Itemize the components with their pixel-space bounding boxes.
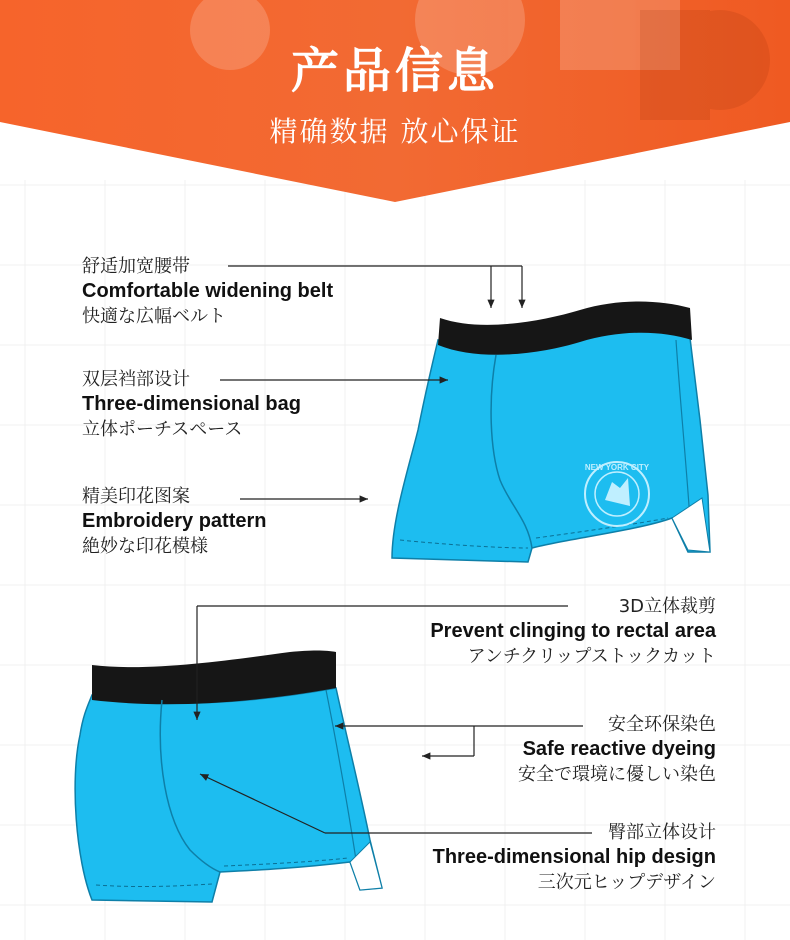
page-title: 产品信息	[290, 43, 499, 99]
dye-jp: 安全で環境に優しい染色	[518, 764, 716, 785]
annotation-belt	[82, 254, 333, 329]
annotation-dye	[518, 712, 716, 787]
annotation-print	[82, 484, 266, 559]
hip-cn: 臀部立体设计	[608, 822, 716, 843]
front-shorts-fabric	[392, 328, 710, 562]
dye-en: Safe reactive dyeing	[522, 738, 716, 760]
print-cn: 精美印花图案	[82, 486, 190, 507]
bag-cn: 双层裆部设计	[82, 369, 190, 390]
back-shorts-fabric	[75, 688, 382, 902]
belt-cn: 舒适加宽腰带	[82, 256, 190, 277]
bag-en: Three-dimensional bag	[82, 393, 301, 415]
print-jp: 絶妙な印花模様	[82, 536, 208, 557]
annotation-cut	[430, 594, 716, 669]
dye-cn: 安全环保染色	[608, 714, 716, 735]
cut-jp: アンチクリップストックカット	[467, 646, 716, 667]
belt-jp: 快適な広幅ベルト	[82, 306, 226, 327]
back-shorts	[75, 651, 382, 903]
logo-text: NEW YORK CITY	[584, 463, 650, 472]
page-subtitle: 精确数据 放心保证	[269, 115, 521, 148]
front-shorts	[392, 302, 710, 563]
print-en: Embroidery pattern	[82, 510, 267, 532]
annotation-bag	[82, 367, 301, 442]
cut-cn: 3D立体裁剪	[618, 596, 716, 617]
annotation-hip	[433, 820, 716, 895]
belt-en: Comfortable widening belt	[82, 280, 334, 302]
bag-jp: 立体ポーチスペース	[82, 419, 243, 440]
cut-en: Prevent clinging to rectal area	[430, 620, 716, 642]
hip-en: Three-dimensional hip design	[432, 846, 716, 868]
hip-jp: 三次元ヒップデザイン	[537, 872, 716, 893]
